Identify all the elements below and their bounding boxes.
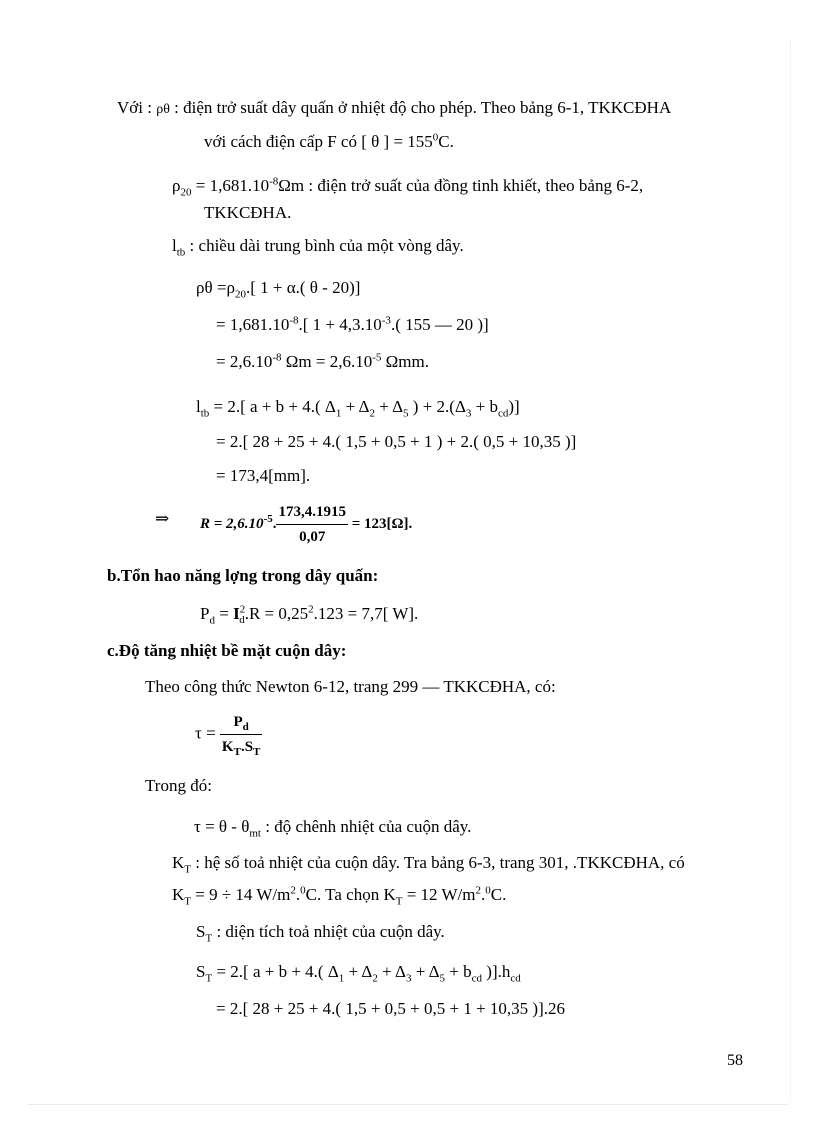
section-heading-c: c.Độ tăng nhiệt bề mặt cuộn dây:	[107, 641, 347, 660]
formula-rho-theta: $\rho\theta =\rho_{20}$.[ 1 + α.( θ - 20)]	[196, 278, 361, 301]
text-tau-definition: $\tau = \theta - \theta_{mt}$ : độ chênh nhiệt của cuộn dây.	[194, 817, 472, 840]
footer-divider	[28, 1104, 788, 1105]
formula-st: $S_T = 2$.[ a + b + 4.( $\Delta_1 + \Delta_2 + \Delta_3 + \Delta_5 + b_{cd}$ )]$.h_{cd}$	[196, 962, 521, 985]
text-line-2: với cách điện cấp F có [ θ ] = $155^0C$.	[204, 131, 454, 151]
formula-power-loss: $P_d = I^2_d.R = 0,25^2.123 = 7,7$[ W].	[200, 603, 419, 627]
text-line-3: $\rho_{20} = 1,681.10^{-8}\Omega m$ : điện trở suất của đồng tinh khiết, theo bảng 6-2,	[172, 175, 644, 199]
text-kt-definition: $K_T$ : hệ số toả nhiệt của cuộn dây. Tra bảng 6-3, trang 301, .TKKCĐHA, có	[172, 853, 685, 876]
formula-rho-step-2: = $2,6.10^{-8}$ $\Omega m = 2,6.10^{-5}$ Ωmm.	[216, 351, 429, 371]
text-line-5: $l_{tb}$ : chiều dài trung bình của một vòng dây.	[172, 236, 464, 259]
section-heading-b: b.Tổn hao năng lợng trong dây quấn:	[107, 566, 379, 585]
text-newton-reference: Theo công thức Newton 6-12, trang 299 — TKKCĐHA, có:	[145, 677, 556, 696]
text-trong-do: Trong đó:	[145, 776, 212, 795]
resistance-fraction: $\frac{173,4.1915}{0,07}$	[278, 504, 346, 545]
formula-ltb: $l_{tb} = 2$.[ a + b + 4.( $\Delta_1 + \Delta_2 + \Delta_5$ ) + $2.(\Delta_3 + b_{cd})$]	[196, 397, 520, 420]
text-line-4: TKKCĐHA.	[204, 203, 292, 222]
text-line-1: Với : ρθ : điện trở suất dây quấn ở nhiệt độ cho phép. Theo bảng 6-1, TKKCĐHA	[117, 98, 672, 117]
tau-fraction: $\frac{P_d}{K_T.S_T}$	[221, 714, 261, 758]
page-edge-guide	[790, 40, 791, 1100]
text-kt-range: $K_T = 9 \div 14$ $W/m^2.^0C$. Ta chọn $K_T = 12$ $W/m^2.^0C$.	[172, 884, 507, 908]
implies-arrow: ⇒	[155, 509, 170, 528]
text-st-definition: $S_T$ : diện tích toả nhiệt của cuộn dây.	[196, 922, 445, 945]
formula-st-step-1: = 2.[ 28 + 25 + 4.( 1,5 + 0,5 + 0,5 + 1 + 10,35 )].26	[216, 999, 566, 1018]
page-number: 58	[727, 1052, 743, 1069]
formula-resistance: $R = 2,6.10^{-5}$. $\frac{173,4.1915}{0,07}$ = 123[Ω].	[200, 504, 413, 545]
formula-ltb-step-2: = 173,4[mm].	[216, 466, 311, 485]
formula-ltb-step-1: = 2.[ 28 + 25 + 4.( 1,5 + 0,5 + 1 ) + 2.( 0,5 + 10,35 )]	[216, 432, 577, 451]
formula-rho-step-1: = $1,681.10^{-8}$.[ $1 + 4,3.10^{-3}$.( 155 — 20 )]	[216, 314, 489, 334]
formula-tau: τ = $\frac{P_d}{K_T.S_T}$	[195, 714, 261, 758]
